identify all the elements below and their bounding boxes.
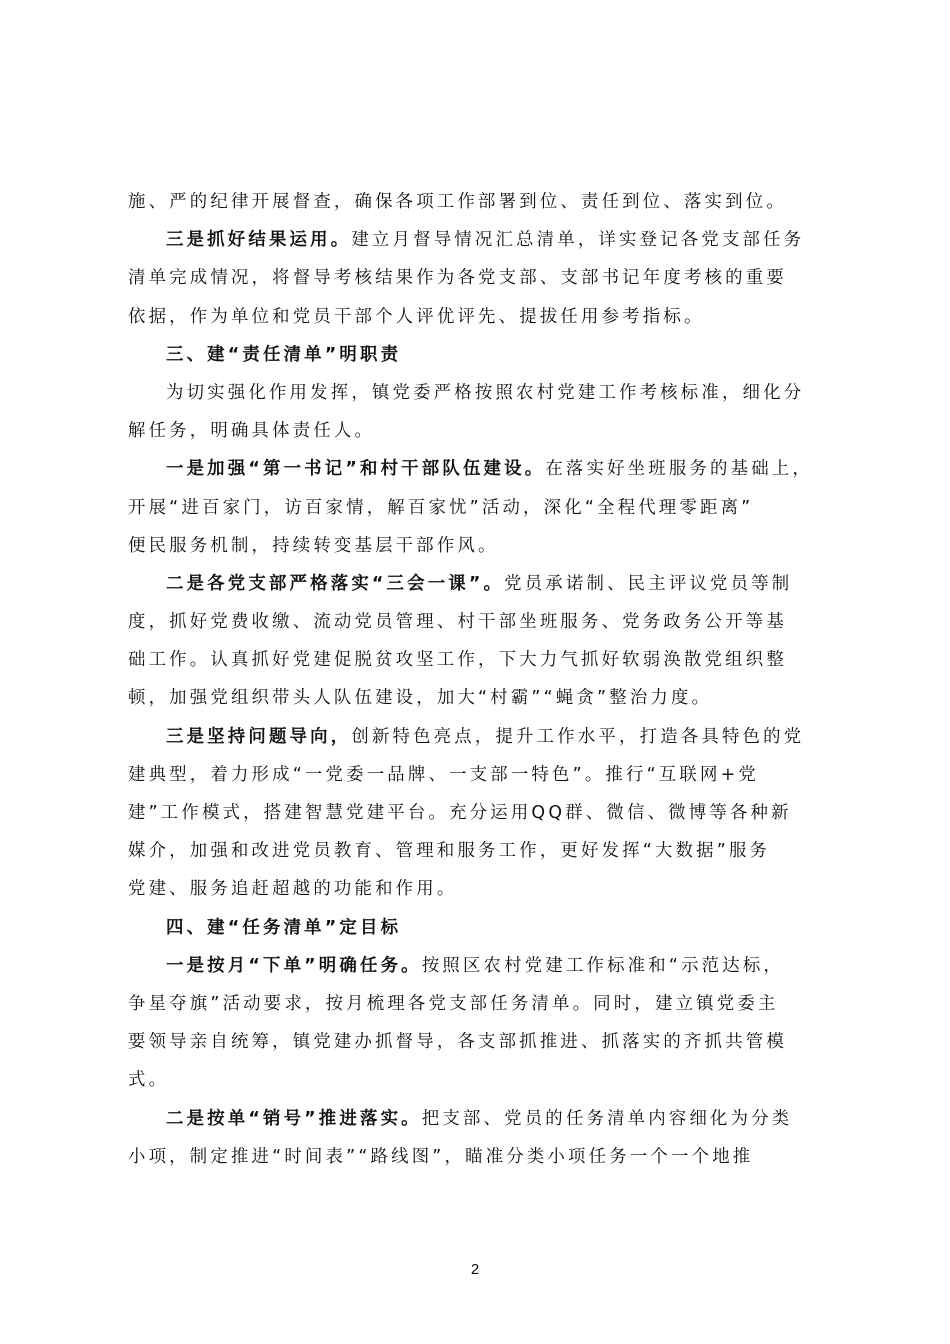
body-line: [128, 450, 828, 488]
paragraph-lead: 一是加强“第一书记”和村干部队伍建设。: [166, 459, 546, 480]
text-span: 党建、服务追赶超越的功能和作用。: [128, 879, 458, 900]
text-span: 开展“进百家门，访百家情，解百家忧”活动，深化“全程代理零距离”: [128, 497, 754, 518]
body-line: [128, 756, 828, 794]
body-line: [128, 489, 828, 527]
text-span: 础工作。认真抓好党建促脱贫攻坚工作，下大力气抓好软弱涣散党组织整: [128, 650, 787, 671]
body-line: [128, 374, 828, 412]
text-span: 清单完成情况，将督导考核结果作为各党支部、支部书记年度考核的重要: [128, 268, 787, 289]
body-line: [128, 603, 828, 641]
text-span: 争星夺旗”活动要求，按月梳理各党支部任务清单。同时，建立镇党委主: [128, 993, 779, 1014]
page-number: 2: [470, 1261, 480, 1278]
text-span: 度，抓好党费收缴、流动党员管理、村干部坐班服务、党务政务公开等基: [128, 612, 787, 633]
body-line: [128, 527, 828, 565]
body-line: [128, 298, 828, 336]
text-span: 在落实好坐班服务的基础上，: [545, 459, 813, 480]
body-line: [128, 412, 828, 450]
body-line: [128, 794, 828, 832]
text-span: 解任务，明确具体责任人。: [128, 421, 376, 442]
body-line: [128, 1100, 828, 1138]
text-span: 党员承诺制、民主评议党员等制: [504, 573, 793, 594]
text-span: 依据，作为单位和党员干部个人评优评先、提拔任用参考指标。: [128, 306, 705, 327]
body-line: [128, 565, 828, 603]
body-line: [128, 832, 828, 870]
body-line: [128, 947, 828, 985]
text-span: 建典型，着力形成“一党委一品牌、一支部一特色”。推行“互联网+党: [128, 764, 759, 785]
body-line: [128, 870, 828, 908]
text-span: 建”工作模式，搭建智慧党建平台。充分运用QQ群、微信、微博等各种新: [128, 803, 792, 823]
body-line: [128, 183, 828, 221]
body-line: [128, 679, 828, 717]
paragraph-lead: 三是坚持问题导向，: [166, 726, 352, 747]
text-span: 便民服务机制，持续转变基层干部作风。: [128, 535, 499, 556]
document-body: [128, 183, 828, 1176]
body-line: [128, 1138, 828, 1176]
paragraph-lead: 一是按月“下单”明确任务。: [166, 955, 422, 976]
paragraph-lead: 二是按单“销号”推进落实。: [166, 1108, 422, 1129]
text-span: 施、严的纪律开展督查，确保各项工作部署到位、责任到位、落实到位。: [128, 192, 787, 212]
text-span: 式。: [128, 1070, 170, 1091]
body-line: [128, 718, 828, 756]
text-span: 按照区农村党建工作标准和“示范达标，: [421, 955, 785, 976]
text-span: 创新特色亮点，提升工作水平，打造各具特色的党: [351, 726, 805, 747]
text-span: 媒介，加强和改进党员教育、管理和服务工作，更好发挥“大数据”服务: [128, 841, 771, 862]
text-span: 要领导亲自统筹，镇党建办抓督导，各支部抓推进、抓落实的齐抓共管模: [128, 1032, 787, 1053]
body-line: [128, 1061, 828, 1099]
body-line: [128, 985, 828, 1023]
text-span: 建立月督导情况汇总清单，详实登记各党支部任务: [351, 230, 805, 251]
body-line: [128, 1023, 828, 1061]
paragraph-lead: 二是各党支部严格落实“三会一课”。: [166, 573, 505, 594]
text-span: 小项，制定推进“时间表”“路线图”，瞄准分类小项任务一个一个地推: [128, 1146, 754, 1167]
text-span: 为切实强化作用发挥，镇党委严格按照农村党建工作考核标准，细化分: [166, 382, 805, 403]
body-line: [128, 221, 828, 259]
section-heading: 三、建“责任清单”明职责: [166, 344, 402, 365]
section-heading: 四、建“任务清单”定目标: [166, 917, 402, 938]
text-span: 顿，加强党组织带头人队伍建设，加大“村霸”“蝇贪”整治力度。: [128, 688, 713, 709]
text-span: 把支部、党员的任务清单内容细化为分类: [421, 1108, 793, 1129]
body-line: [128, 259, 828, 297]
body-line: [128, 641, 828, 679]
paragraph-lead: 三是抓好结果运用。: [166, 230, 352, 251]
